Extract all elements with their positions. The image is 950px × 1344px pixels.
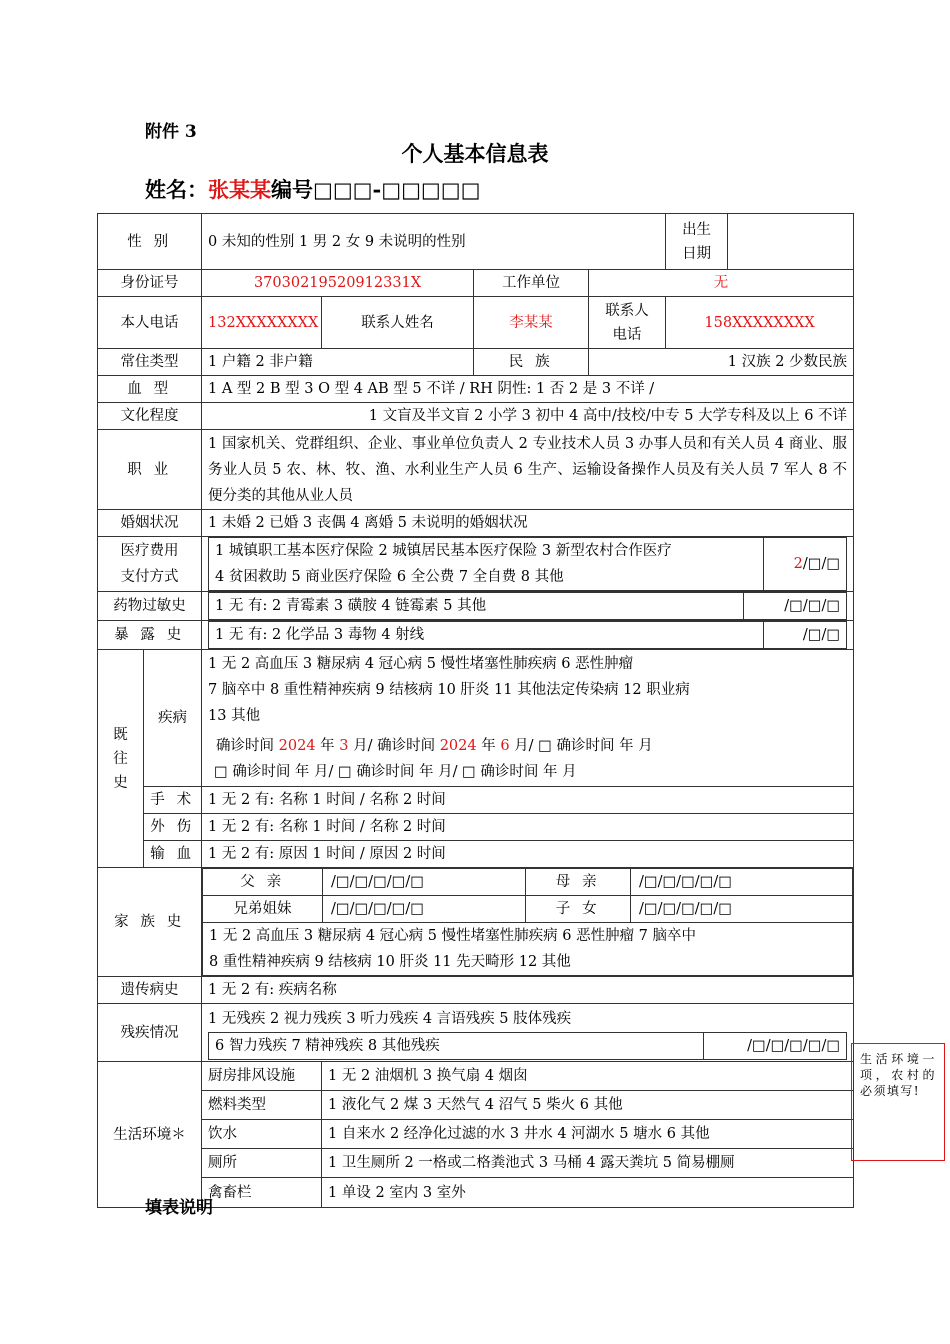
- env-kitchen-row: [98, 1062, 854, 1091]
- disease-line-2: 7 脑卒中 8 重性精神疾病 9 结核病 10 肝炎 11 其他法定传染病 12 职业病: [208, 682, 690, 698]
- diagnosis-line-2: □ 确诊时间 年 月/ □ 确诊时间 年 月/ □ 确诊时间 年 月: [214, 764, 577, 780]
- env-toilet-label: 厕所: [202, 1149, 322, 1178]
- diagnosis-line-1: 确诊时间 2024 年 3 月/ 确诊时间 2024 年 6 月/ □ 确诊时间 年 月: [216, 738, 653, 754]
- info-table: [97, 213, 854, 1208]
- father-label: 父 亲: [203, 869, 323, 896]
- gender-label: 性 别: [98, 214, 202, 270]
- genetic-label: 遗传病史: [98, 977, 202, 1004]
- name-label: 姓名：: [145, 177, 208, 202]
- diagnosis-year-2: 2024: [439, 738, 477, 754]
- disease-line-3: 13 其他: [208, 708, 261, 724]
- education-options[interactable]: 1 文盲及半文盲 2 小学 3 初中 4 高中/技校/中专 5 大学专科及以上 6 不详: [202, 403, 854, 430]
- env-toilet-value[interactable]: 1 卫生厕所 2 一格或二格粪池式 3 马桶 4 露天粪坑 5 简易棚厕: [322, 1149, 854, 1178]
- form-title: 个人基本信息表: [401, 141, 549, 166]
- payment-options-line1: 1 城镇职工基本医疗保险 2 城镇居民基本医疗保险 3 新型农村合作医疗: [215, 543, 672, 559]
- attachment-label: 附件 3: [145, 122, 197, 142]
- gender-row: [98, 214, 854, 270]
- allergy-row: [98, 592, 854, 621]
- payment-value-selected: 2: [793, 556, 803, 572]
- occupation-label: 职 业: [98, 430, 202, 510]
- work-unit-value[interactable]: 无: [589, 270, 854, 297]
- exposure-label: 暴 露 史: [98, 621, 202, 650]
- allergy-options[interactable]: 1 无 有: 2 青霉素 3 磺胺 4 链霉素 5 其他: [209, 593, 744, 620]
- family-options[interactable]: [203, 923, 853, 976]
- disability-line2[interactable]: 6 智力残疾 7 精神残疾 8 其他残疾: [209, 1032, 704, 1059]
- mother-label: 母 亲: [526, 869, 631, 896]
- env-water-row: [98, 1120, 854, 1149]
- family-label: 家 族 史: [98, 868, 202, 977]
- contact-name-label: 联系人姓名: [322, 297, 474, 349]
- env-kitchen-value[interactable]: 1 无 2 油烟机 3 换气扇 4 烟囱: [322, 1062, 854, 1091]
- education-row: [98, 403, 854, 430]
- env-water-label: 饮水: [202, 1120, 322, 1149]
- payment-options-line2: 4 贫困救助 5 商业医疗保险 6 全公费 7 全自费 8 其他: [215, 569, 564, 585]
- surgery-row: [98, 787, 854, 814]
- disability-row: [98, 1004, 854, 1062]
- work-unit-label: 工作单位: [474, 270, 589, 297]
- contact-name-value[interactable]: 李某某: [474, 297, 589, 349]
- id-value[interactable]: 37030219520912331X: [202, 270, 474, 297]
- number-label: 编号□□□-□□□□□: [271, 177, 481, 202]
- diagnosis-month-1: 3: [339, 738, 349, 754]
- payment-options[interactable]: [209, 538, 764, 591]
- blood-row: [98, 376, 854, 403]
- disability-cell: [202, 1004, 854, 1062]
- mother-boxes[interactable]: /□/□/□/□/□: [631, 869, 853, 896]
- genetic-value[interactable]: 1 无 2 有: 疾病名称: [202, 977, 854, 1004]
- family-options-line2: 8 重性精神疾病 9 结核病 10 肝炎 11 先天畸形 12 其他: [209, 954, 571, 970]
- disability-label: 残疾情况: [98, 1004, 202, 1062]
- allergy-label: 药物过敏史: [98, 592, 202, 621]
- ethnic-options[interactable]: 1 汉族 2 少数民族: [589, 349, 854, 376]
- id-row: [98, 270, 854, 297]
- birth-date-value[interactable]: [728, 214, 854, 270]
- blood-options[interactable]: 1 A 型 2 B 型 3 O 型 4 AB 型 5 不详 / RH 阴性: 1 否 2 是 3 不详 /: [202, 376, 854, 403]
- diagnosis-year-1: 2024: [278, 738, 316, 754]
- name-value[interactable]: 张某某: [208, 177, 271, 202]
- birth-date-label: 出生 日期: [666, 214, 728, 270]
- disease-line-1: 1 无 2 高血压 3 糖尿病 4 冠心病 5 慢性堵塞性肺疾病 6 恶性肿瘤: [208, 656, 634, 672]
- transfusion-row: [98, 841, 854, 868]
- contact-phone-value[interactable]: 158XXXXXXXX: [666, 297, 854, 349]
- payment-value-boxes: /□/□: [802, 556, 841, 572]
- history-label: 既 往 史: [98, 650, 144, 868]
- residence-row: [98, 349, 854, 376]
- gender-options[interactable]: 0 未知的性别 1 男 2 女 9 未说明的性别: [202, 214, 666, 270]
- children-boxes[interactable]: /□/□/□/□/□: [631, 896, 853, 923]
- env-livestock-label: 禽畜栏: [202, 1178, 322, 1208]
- env-fuel-value[interactable]: 1 液化气 2 煤 3 天然气 4 沼气 5 柴火 6 其他: [322, 1091, 854, 1120]
- payment-cell: [202, 537, 854, 592]
- contact-phone-label: 联系人 电话: [589, 297, 666, 349]
- marriage-options[interactable]: 1 未婚 2 已婚 3 丧偶 4 离婚 5 未说明的婚姻状况: [202, 510, 854, 537]
- genetic-row: [98, 977, 854, 1004]
- trauma-row: [98, 814, 854, 841]
- residence-options[interactable]: 1 户籍 2 非户籍: [202, 349, 474, 376]
- occupation-row: [98, 430, 854, 510]
- father-boxes[interactable]: /□/□/□/□/□: [323, 869, 526, 896]
- allergy-boxes[interactable]: /□/□/□: [744, 593, 847, 620]
- siblings-label: 兄弟姐妹: [203, 896, 323, 923]
- education-label: 文化程度: [98, 403, 202, 430]
- residence-label: 常住类型: [98, 349, 202, 376]
- exposure-row: [98, 621, 854, 650]
- transfusion-value[interactable]: 1 无 2 有: 原因 1 时间 / 原因 2 时间: [202, 841, 854, 868]
- payment-value[interactable]: [764, 538, 847, 591]
- env-livestock-value[interactable]: 1 单设 2 室内 3 室外: [322, 1178, 854, 1208]
- name-row: [145, 174, 480, 204]
- blood-label: 血 型: [98, 376, 202, 403]
- marriage-label: 婚姻状况: [98, 510, 202, 537]
- env-fuel-row: [98, 1091, 854, 1120]
- ethnic-label: 民 族: [474, 349, 589, 376]
- id-label: 身份证号: [98, 270, 202, 297]
- diagnosis-month-2: 6: [500, 738, 510, 754]
- env-fuel-label: 燃料类型: [202, 1091, 322, 1120]
- family-options-line1: 1 无 2 高血压 3 糖尿病 4 冠心病 5 慢性堵塞性肺疾病 6 恶性肿瘤 7 脑卒中: [209, 928, 697, 944]
- marriage-row: [98, 510, 854, 537]
- surgery-label: 手 术: [144, 787, 202, 814]
- payment-label: 医疗费用 支付方式: [98, 537, 202, 592]
- history-disease-row: [98, 650, 854, 787]
- env-water-value[interactable]: 1 自来水 2 经净化过滤的水 3 井水 4 河湖水 5 塘水 6 其他: [322, 1120, 854, 1149]
- phone-label: 本人电话: [98, 297, 202, 349]
- exposure-boxes[interactable]: /□/□: [764, 622, 847, 649]
- disability-boxes[interactable]: /□/□/□/□/□: [704, 1032, 847, 1059]
- disability-line1[interactable]: 1 无残疾 2 视力残疾 3 听力残疾 4 言语残疾 5 肢体残疾: [208, 1010, 572, 1027]
- children-label: 子 女: [526, 896, 631, 923]
- payment-row: [98, 537, 854, 592]
- environment-label: 生活环境＊: [98, 1062, 202, 1208]
- phone-row: [98, 297, 854, 349]
- disease-label: 疾病: [144, 650, 202, 787]
- exposure-options[interactable]: 1 无 有: 2 化学品 3 毒物 4 射线: [209, 622, 764, 649]
- env-kitchen-label: 厨房排风设施: [202, 1062, 322, 1091]
- environment-side-note: 生活环境一项，农村的必须填写!: [851, 1043, 945, 1161]
- phone-value[interactable]: 132XXXXXXXX: [202, 297, 322, 349]
- occupation-options[interactable]: 1 国家机关、党群组织、企业、事业单位负责人 2 专业技术人员 3 办事人员和有关人员 4 商业、服务业人员 5 农、林、牧、渔、水利业生产人员 6 生产、运输设备操作人员及有关人员 7 军人 8 不便分类的其他从业人员: [202, 430, 854, 510]
- disease-cell[interactable]: [202, 650, 854, 787]
- transfusion-label: 输 血: [144, 841, 202, 868]
- trauma-value[interactable]: 1 无 2 有: 名称 1 时间 / 名称 2 时间: [202, 814, 854, 841]
- env-toilet-row: [98, 1149, 854, 1178]
- siblings-boxes[interactable]: /□/□/□/□/□: [323, 896, 526, 923]
- family-row: [98, 868, 854, 977]
- fill-instructions-heading: 填表说明: [145, 1198, 213, 1218]
- trauma-label: 外 伤: [144, 814, 202, 841]
- surgery-value[interactable]: 1 无 2 有: 名称 1 时间 / 名称 2 时间: [202, 787, 854, 814]
